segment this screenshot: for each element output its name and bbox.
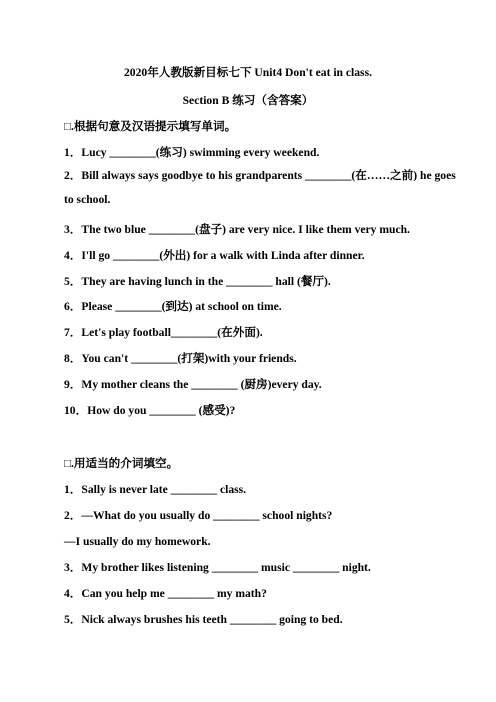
exercise-item: 6．Please ________(到达) at school on time. xyxy=(64,300,282,313)
exercise-item: 5．Nick always brushes his teeth ________ going to bed. xyxy=(64,613,343,626)
doc-subtitle: Section B 练习（含答案） xyxy=(182,94,314,107)
exercise-item: 7．Let's play football________(在外面). xyxy=(64,326,263,339)
exercise-item: 3．The two blue ________(盘子) are very nice. I like them very much. xyxy=(64,223,410,236)
exercise-item: 1．Sally is never late ________ class. xyxy=(64,483,247,496)
exercise-item: 4．Can you help me ________ my math? xyxy=(64,587,267,600)
exercise-item: 5．They are having lunch in the ________ hall (餐厅). xyxy=(64,275,331,288)
exercise-item: 1．Lucy ________(练习) swimming every weekend. xyxy=(64,146,320,159)
exercise-item: 10．How do you ________ (感受)? xyxy=(64,404,236,417)
section1-heading: □.根据句意及汉语提示填写单词。 xyxy=(64,120,237,133)
exercise-item: 9．My mother cleans the ________ (厨房)every day. xyxy=(64,378,322,391)
exercise-item: 8．You can't ________(打架)with your friends. xyxy=(64,352,297,365)
section2-heading: □.用适当的介词填空。 xyxy=(64,457,179,470)
exercise-item: 2．Bill always says goodbye to his grandparents ________(在……之前) he goes to school. xyxy=(64,169,456,206)
exercise-item: 4．I'll go ________(外出) for a walk with Linda after dinner. xyxy=(64,249,365,262)
exercise-item: 2．—What do you usually do ________ school nights? xyxy=(64,509,333,522)
exercise-item: —I usually do my homework. xyxy=(64,535,211,548)
exercise-item: 3．My brother likes listening ________ music ________ night. xyxy=(64,561,371,574)
doc-title: 2020年人教版新目标七下 Unit4 Don't eat in class. xyxy=(124,66,372,79)
